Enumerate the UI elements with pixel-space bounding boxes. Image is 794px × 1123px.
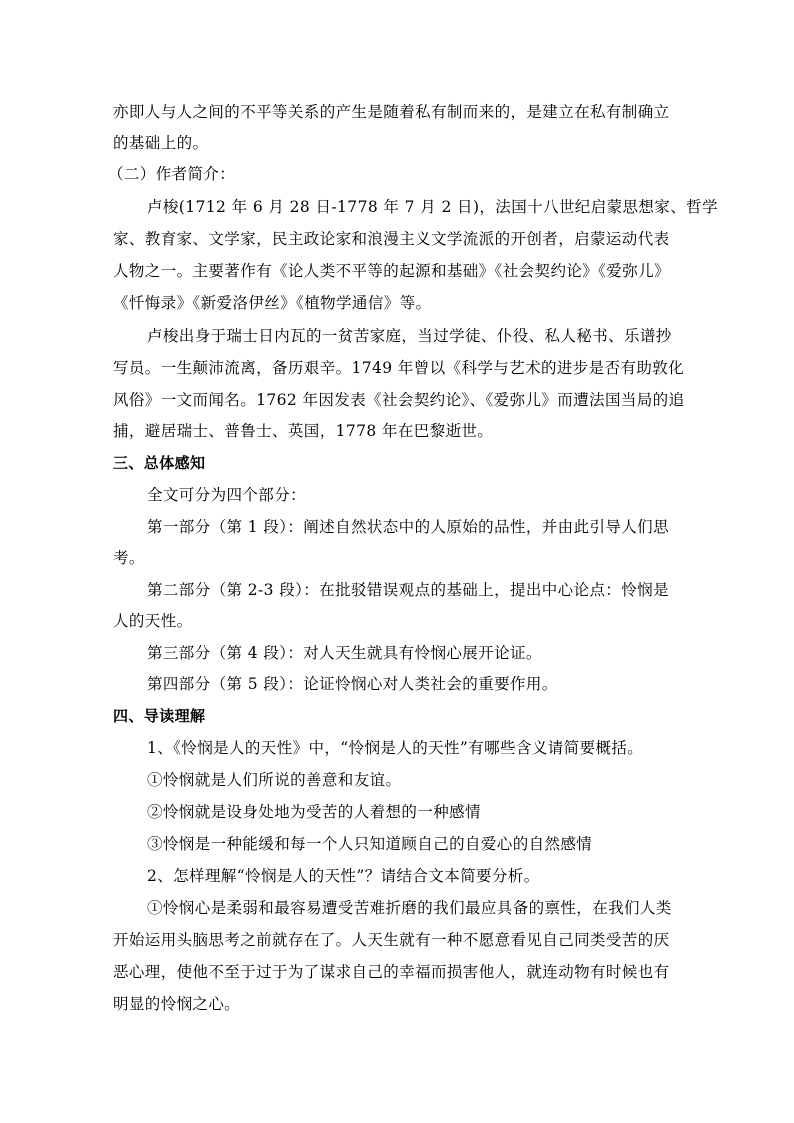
paragraph-line: 考。 — [113, 549, 145, 567]
answer-line: 恶心理，使他不至于过于为了谋求自己的幸福而损害他人，就连动物有时候也有 — [113, 963, 670, 981]
paragraph-line: 第三部分（第 4 段）：对人天生就具有怜悯心展开论证。 — [147, 644, 542, 662]
paragraph-line: 卢梭(1712 年 6 月 28 日-1778 年 7 月 2 日)，法国十八世纪启蒙思想家、哲学 — [147, 198, 718, 216]
paragraph-line: 第四部分（第 5 段）：论证怜悯心对人类社会的重要作用。 — [147, 675, 558, 693]
paragraph-line: 风俗》一文而闻名。1762 年因发表《社会契约论》、《爱弥儿》而遭法国当局的追 — [113, 391, 685, 409]
paragraph-line: 的基础上的。 — [113, 134, 209, 152]
answer-line: 明显的怜悯之心。 — [113, 995, 241, 1013]
paragraph-line: 第二部分（第 2-3 段）：在批驳错误观点的基础上，提出中心论点：怜悯是 — [147, 581, 669, 599]
answer-line: ①怜悯就是人们所说的善意和友谊。 — [147, 771, 402, 789]
paragraph-line: 全文可分为四个部分： — [147, 486, 307, 504]
answer-line: ③怜悯是一种能缓和每一个人只知道顾自己的自爱心的自然感情 — [147, 835, 593, 853]
paragraph-line: 卢梭出身于瑞士日内瓦的一贫苦家庭，当过学徒、仆役、私人秘书、乐谱抄 — [147, 327, 672, 345]
paragraph-line: 家、教育家、文学家，民主政论家和浪漫主义文学流派的开创者，启蒙运动代表 — [113, 230, 670, 248]
section-heading: 四、导读理解 — [113, 707, 206, 725]
paragraph-line: 人物之一。主要著作有《论人类不平等的起源和基础》《社会契约论》《爱弥儿》 — [113, 262, 670, 280]
section-heading: 三、总体感知 — [113, 454, 206, 472]
section-subheading: （二）作者简介： — [108, 165, 236, 183]
paragraph-line: 第一部分（第 1 段）：阐述自然状态中的人原始的品性，并由此引导人们思 — [147, 518, 669, 536]
paragraph-line: 捕，避居瑞士、普鲁士、英国，1778 年在巴黎逝世。 — [113, 422, 494, 440]
paragraph-line: 人的天性。 — [113, 612, 193, 630]
answer-line: ②怜悯就是设身处地为受苦的人着想的一种感情 — [147, 803, 481, 821]
question-line: 1、《怜悯是人的天性》中，“怜悯是人的天性”有哪些含义请简要概括。 — [147, 739, 644, 757]
paragraph-line: 《忏悔录》《新爱洛伊丝》《植物学通信》等。 — [113, 294, 432, 312]
answer-line: ①怜悯心是柔弱和最容易遭受苦难折磨的我们最应具备的禀性，在我们人类 — [147, 899, 672, 917]
paragraph-line: 写员。一生颠沛流离，备历艰辛。1749 年曾以《科学与艺术的进步是否有助敦化 — [113, 359, 685, 377]
answer-line: 开始运用头脑思考之前就存在了。人天生就有一种不愿意看见自己同类受苦的厌 — [113, 931, 670, 949]
question-line: 2、怎样理解“怜悯是人的天性”？请结合文本简要分析。 — [147, 867, 540, 885]
paragraph-line: 亦即人与人之间的不平等关系的产生是随着私有制而来的，是建立在私有制确立 — [113, 103, 670, 121]
